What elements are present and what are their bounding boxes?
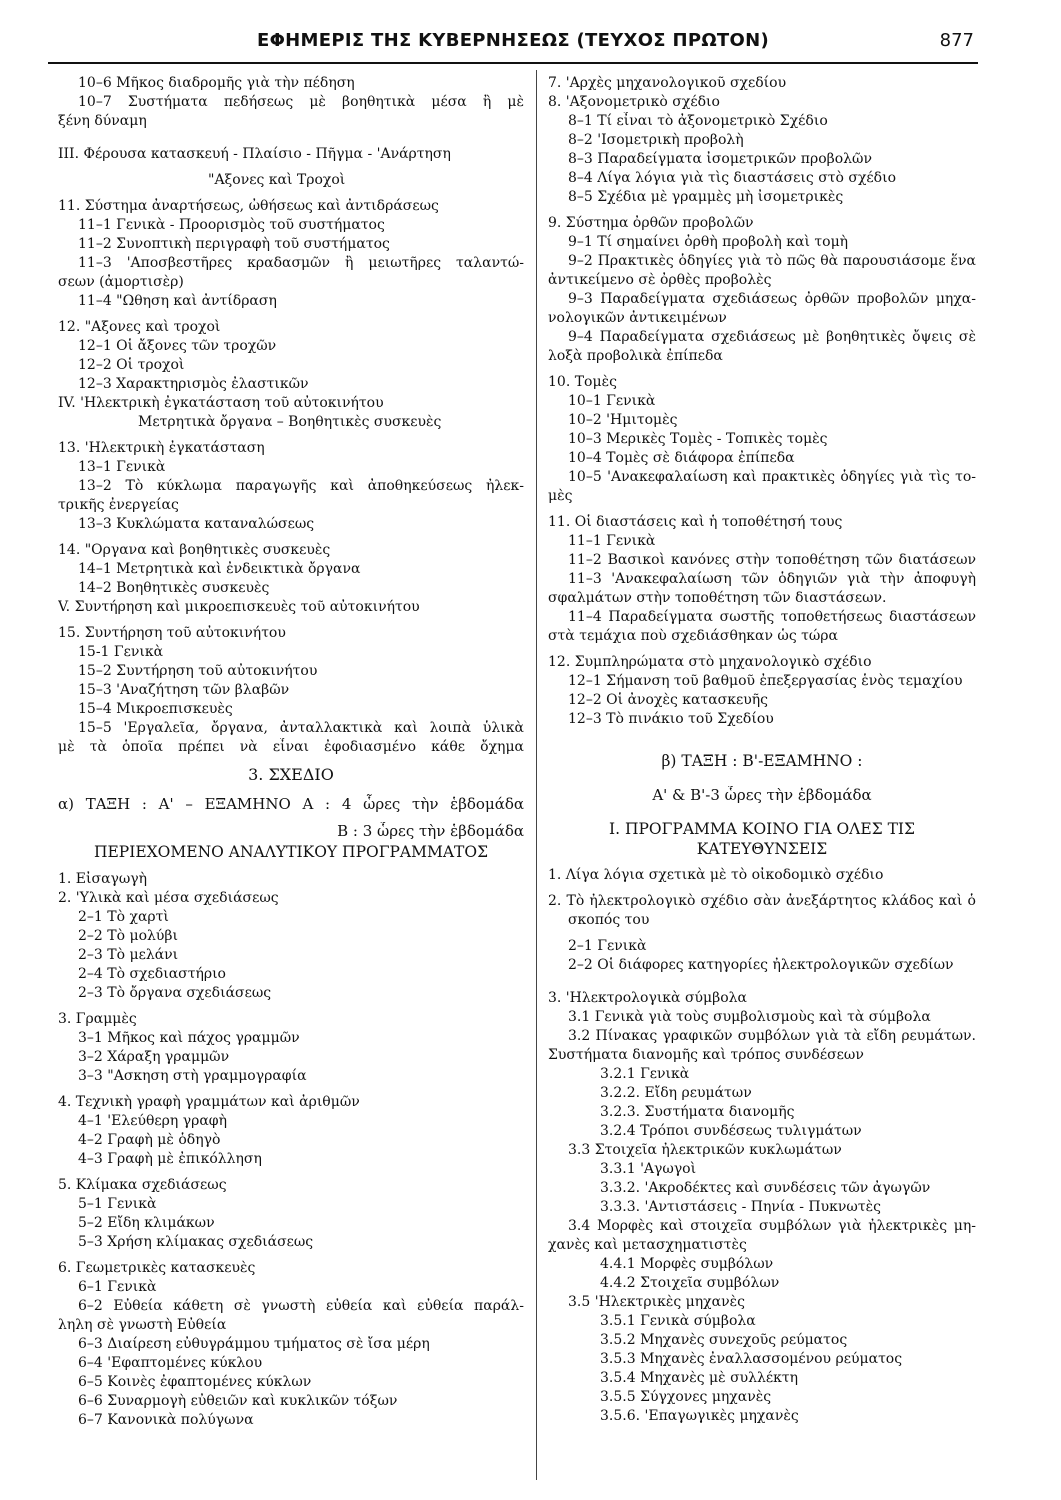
list-item: 14–2 Βοηθητικὲς συσκευὲς [78,580,270,596]
list-item: μὲ τὰ ὁποῖα πρέπει νὰ εἶναι ἐφοδιασμένο κάθε ὄχημα [58,739,524,755]
list-item: 11–2 Βασικοὶ κανόνες στὴν τοποθέτηση τῶν διατάσεων [568,552,976,568]
list-item: 6. Γεωμετρικὲς κατασκευὲς [58,1260,256,1276]
list-item: 3–3 "Ασκηση στὴ γραμμογραφία [78,1068,307,1084]
list-item: 4–2 Γραφὴ μὲ ὁδηγὸ [78,1132,221,1148]
section-heading: Μετρητικὰ ὄργανα – Βοηθητικὲς συσκευὲς [138,414,442,430]
list-item: 10–5 'Ανακεφαλαίωση καὶ πρακτικὲς ὁδηγίες γιὰ τὶς το- [568,469,976,485]
list-item: 6–2 Εὐθεία κάθετη σὲ γνωστὴ εὐθεία καὶ εὐθεία παράλ- [78,1298,524,1314]
list-item: 3.3.2. 'Ακροδέκτες καὶ συνδέσεις τῶν ἀγωγῶν [600,1180,931,1196]
section-heading: IV. 'Ηλεκτρικὴ ἐγκατάσταση τοῦ αὐτοκινήτου [58,395,384,411]
list-item: 11–4 "Ωθηση καὶ ἀντίδραση [78,293,277,309]
list-item: 12–2 Οἱ τροχοὶ [78,357,185,373]
list-item: 12–3 Τὸ πινάκιο τοῦ Σχεδίου [568,711,774,727]
list-item: 11. Οἱ διαστάσεις καὶ ἡ τοποθέτησή τους [548,514,843,530]
list-item: 4.4.1 Μορφὲς συμβόλων [600,1256,774,1272]
list-item: 10–6 Μῆκος διαδρομῆς γιὰ τὴν πέδηση [78,75,355,91]
list-item: σεων (ἀμορτισὲρ) [58,274,184,290]
list-item: 3.5.4 Μηχανὲς μὲ συλλέκτη [600,1370,799,1386]
list-item: χανὲς καὶ μετασχηματιστὲς [548,1237,747,1253]
list-item: 12–1 Οἱ ἄξονες τῶν τροχῶν [78,338,277,354]
list-item: 6–3 Διαίρεση εὐθυγράμμου τμήματος σὲ ἴσα μέρη [78,1336,430,1352]
list-item: 3.3.3. 'Αντιστάσεις - Πηνία - Πυκνωτὲς [600,1199,881,1215]
list-item: 8. 'Αξονομετρικὸ σχέδιο [548,94,720,110]
list-item: λοξὰ προβολικὰ ἐπίπεδα [548,348,723,364]
list-item: 8–5 Σχέδια μὲ γραμμὲς μὴ ἰσομετρικὲς [568,189,844,205]
list-item: 9. Σύστημα ὀρθῶν προβολῶν [548,215,754,231]
list-item: 3.5.6. 'Επαγωγικὲς μηχανὲς [600,1408,799,1424]
column-divider [536,70,537,1480]
list-item: 4. Τεχνικὴ γραφὴ γραμμάτων καὶ ἀριθμῶν [58,1094,360,1110]
section-heading: "Αξονες καὶ Τροχοὶ [208,172,346,188]
list-item: 8–4 Λίγα λόγια γιὰ τὶς διαστάσεις στὸ σχέδιο [568,170,897,186]
list-item: 2–3 Τὸ ὄργανα σχεδιάσεως [78,985,272,1001]
list-item: 3.2 Πίνακας γραφικῶν συμβόλων γιὰ τὰ εἴδη ρευμάτων. [568,1028,976,1044]
list-item: 15-1 Γενικὰ [78,644,164,660]
list-item: 3.3.1 'Αγωγοὶ [600,1161,697,1177]
list-item: 10–4 Τομὲς σὲ διάφορα ἐπίπεδα [568,450,795,466]
list-item: 8–2 'Ισομετρικὴ προβολὴ [568,132,744,148]
list-item: 5–2 Εἴδη κλιμάκων [78,1215,215,1231]
class-hours-b-semester: Α' & Β'-3 ὧρες τὴν ἑβδομάδα [652,786,872,804]
list-item: μὲς [548,488,573,504]
list-item: 12. Συμπληρώματα στὸ μηχανολογικὸ σχέδιο [548,654,872,670]
list-item: 3–1 Μῆκος καὶ πάχος γραμμῶν [78,1030,300,1046]
list-item: 11–4 Παραδείγματα σωστῆς τοποθετήσεως διαστάσεων [568,609,976,625]
list-item: 6–6 Συναρμογὴ εὐθειῶν καὶ κυκλικῶν τόξων [78,1393,398,1409]
list-item: Συστήματα διανομῆς καὶ τρόπος συνδέσεων [548,1047,864,1063]
list-item: 2–2 Τὸ μολύβι [78,928,178,944]
list-item: 11–3 'Ανακεφαλαίωση τῶν ὁδηγιῶν γιὰ τὴν ἀποφυγὴ [568,571,976,587]
list-item: 15–3 'Αναζήτηση τῶν βλαβῶν [78,682,290,698]
list-item: 4–1 'Ελεύθερη γραφὴ [78,1113,227,1129]
list-item: 11–1 Γενικὰ - Προορισμὸς τοῦ συστήματος [78,217,385,233]
list-item: ληλη σὲ γνωστὴ Εὐθεία [58,1317,227,1333]
list-item: 10–1 Γενικὰ [568,393,656,409]
list-item: 3.2.1 Γενικὰ [600,1066,690,1082]
list-item: στὰ τεμάχια ποὺ σχεδιάσθηκαν ὡς τώρα [548,628,838,644]
list-item: 5–3 Χρήση κλίμακας σχεδιάσεως [78,1234,314,1250]
list-item: 3.5.1 Γενικὰ σύμβολα [600,1313,756,1329]
list-item: 2–2 Οἱ διάφορες κατηγορίες ἠλεκτρολογικῶν σχεδίων [568,957,954,973]
list-item: 11–3 'Αποσβεστῆρες κραδασμῶν ἢ μειωτῆρες ταλαντώ- [78,255,524,271]
list-item: 10–7 Συστήματα πεδήσεως μὲ βοηθητικὰ μέσα ἢ μὲ [78,94,524,110]
list-item: 3.3 Στοιχεῖα ἠλεκτρικῶν κυκλωμάτων [568,1142,842,1158]
page-header [48,26,978,64]
list-item: 2. Τὸ ἠλεκτρολογικὸ σχέδιο σὰν ἀνεξάρτητος κλάδος καὶ ὁ [548,893,976,909]
section-heading: V. Συντήρηση καὶ μικροεπισκευὲς τοῦ αὐτοκινήτου [58,599,420,615]
right-column [548,74,976,1426]
list-item: 15–4 Μικροεπισκευὲς [78,701,233,717]
list-item: 3.5 'Ηλεκτρικὲς μηχανὲς [568,1294,745,1310]
section-heading: ΙΙΙ. Φέρουσα κατασκευή - Πλαίσιο - Πῆγμα - 'Ανάρτηση [58,146,451,162]
list-item: 10–2 'Ημιτομὲς [568,412,678,428]
common-program-heading: Ι. ΠΡΟΓΡΑΜΜΑ ΚΟΙΝΟ ΓΙΑ ΟΛΕΣ ΤΙΣ [609,820,915,838]
list-item: 9–1 Τί σημαίνει ὀρθὴ προβολὴ καὶ τομὴ [568,234,849,250]
list-item: 4.4.2 Στοιχεῖα συμβόλων [600,1275,780,1291]
list-item: 5–1 Γενικὰ [78,1196,157,1212]
list-item: 3.1 Γενικὰ γιὰ τοὺς συμβολισμοὺς καὶ τὰ σύμβολα [568,1009,931,1025]
list-item: 5. Κλίμακα σχεδιάσεως [58,1177,227,1193]
list-item: 13. 'Ηλεκτρικὴ ἐγκατάσταση [58,440,265,456]
list-item: νολογικῶν ἀντικειμένων [548,310,727,326]
list-item: 12. "Αξονες καὶ τροχοὶ [58,319,221,335]
list-item: 15. Συντήρηση τοῦ αὐτοκινήτου [58,625,286,641]
list-item: 2. 'Υλικὰ καὶ μέσα σχεδιάσεως [58,890,279,906]
list-item: 3.4 Μορφὲς καὶ στοιχεῖα συμβόλων γιὰ ἠλεκτρικὲς μη- [568,1218,976,1234]
list-item: τρικῆς ἐνεργείας [58,497,179,513]
class-hours-b: Β : 3 ὧρες τὴν ἑβδομάδα [337,822,524,840]
list-item: 7. 'Αρχὲς μηχανολογικοῦ σχεδίου [548,75,787,91]
list-item: 13–2 Τὸ κύκλωμα παραγωγῆς καὶ ἀποθηκεύσεως ἠλεκ- [78,478,524,494]
list-item: 3.5.3 Μηχανὲς ἐναλλασσομένου ρεύματος [600,1351,903,1367]
list-item: 3.2.3. Συστήματα διανομῆς [600,1104,795,1120]
list-item: 3.5.2 Μηχανὲς συνεχοῦς ρεύματος [600,1332,848,1348]
list-item: ξένη δύναμη [58,113,147,129]
list-item: 6–4 'Εφαπτομένες κύκλου [78,1355,263,1371]
list-item: 11. Σύστημα ἀναρτήσεως, ὠθήσεως καὶ ἀντιδράσεως [58,198,439,214]
list-item: 9–2 Πρακτικὲς ὁδηγίες γιὰ τὸ πῶς θὰ παρουσιάσομε ἕνα [568,253,976,269]
list-item: 1. Εἰσαγωγὴ [58,871,148,887]
list-item: 13–1 Γενικὰ [78,459,166,475]
list-item: 15–5 'Εργαλεῖα, ὄργανα, ἀνταλλακτικὰ καὶ λοιπὰ ὑλικὰ [78,720,524,736]
left-column [58,74,524,1430]
list-item: 3. Γραμμὲς [58,1011,137,1027]
list-item: 12–3 Χαρακτηρισμὸς ἐλαστικῶν [78,376,309,392]
curriculum-heading: ΠΕΡΙΕΧΟΜΕΝΟ ΑΝΑΛΥΤΙΚΟΥ ΠΡΟΓΡΑΜΜΑΤΟΣ [93,843,489,861]
class-hours-a: α) ΤΑΞΗ : Α' – ΕΞΑΜΗΝΟ Α : 4 ὧρες τὴν ἑβδομάδα [58,795,524,813]
list-item: 2–1 Γενικὰ [568,938,647,954]
list-item: σφαλμάτων στὴν τοποθέτηση τῶν διαστάσεων. [548,590,887,606]
list-item: 12–1 Σήμανση τοῦ βαθμοῦ ἐπεξεργασίας ἑνὸς τεμαχίου [568,673,963,689]
list-item: 3.2.2. Εἴδη ρευμάτων [600,1085,752,1101]
class-heading-b: β) ΤΑΞΗ : Β'-ΕΞΑΜΗΝΟ : [661,752,863,770]
gazette-title: ΕΦΗΜΕΡΙΣ ΤΗΣ ΚΥΒΕΡΝΗΣΕΩΣ (ΤΕΥΧΟΣ ΠΡΩΤΟΝ) [256,30,769,51]
list-item: 11–2 Συνοπτικὴ περιγραφὴ τοῦ συστήματος [78,236,390,252]
list-item: 2–3 Τὸ μελάνι [78,947,179,963]
list-item: 12–2 Οἱ ἀνοχὲς κατασκευῆς [568,692,768,708]
list-item: 13–3 Κυκλώματα καταναλώσεως [78,516,315,532]
list-item: 14–1 Μετρητικὰ καὶ ἐνδεικτικὰ ὄργανα [78,561,361,577]
page-number: 877 [939,30,974,51]
list-item: 8–3 Παραδείγματα ἰσομετρικῶν προβολῶν [568,151,872,167]
list-item: 3. 'Ηλεκτρολογικὰ σύμβολα [548,990,747,1006]
list-item: σκοπός του [568,912,650,928]
list-item: 11–1 Γενικὰ [568,533,656,549]
subject-title: 3. ΣΧΕΔΙΟ [248,765,334,784]
common-program-heading-cont: ΚΑΤΕΥΘΥΝΣΕΙΣ [696,840,828,858]
list-item: 8–1 Τί εἶναι τὸ ἀξονομετρικὸ Σχέδιο [568,113,828,129]
list-item: 9–4 Παραδείγματα σχεδιάσεως μὲ βοηθητικὲς ὄψεις σὲ [568,329,976,345]
list-item: 3.2.4 Τρόποι συνδέσεως τυλιγμάτων [600,1123,862,1139]
list-item: 1. Λίγα λόγια σχετικὰ μὲ τὸ οἰκοδομικὸ σχέδιο [548,867,884,883]
list-item: 2–4 Τὸ σχεδιαστήριο [78,966,226,982]
list-item: 6–7 Κανονικὰ πολύγωνα [78,1412,254,1428]
list-item: 2–1 Τὸ χαρτὶ [78,909,169,925]
list-item: 6–1 Γενικὰ [78,1279,157,1295]
list-item: 3–2 Χάραξη γραμμῶν [78,1049,230,1065]
list-item: 6–5 Κοινὲς ἐφαπτομένες κύκλων [78,1374,312,1390]
list-item: 10. Τομὲς [548,374,617,390]
list-item: 15–2 Συντήρηση τοῦ αὐτοκινήτου [78,663,318,679]
list-item: 10–3 Μερικὲς Τομὲς - Τοπικὲς τομὲς [568,431,828,447]
list-item: 9–3 Παραδείγματα σχεδιάσεως ὀρθῶν προβολῶν μηχα- [568,291,976,307]
list-item: 4–3 Γραφὴ μὲ ἐπικόλληση [78,1151,262,1167]
list-item: ἀντικείμενο σὲ ὀρθὲς προβολὲς [548,272,772,288]
list-item: 14. "Οργανα καὶ βοηθητικὲς συσκευὲς [58,542,331,558]
list-item: 3.5.5 Σύγχονες μηχανὲς [600,1389,772,1405]
